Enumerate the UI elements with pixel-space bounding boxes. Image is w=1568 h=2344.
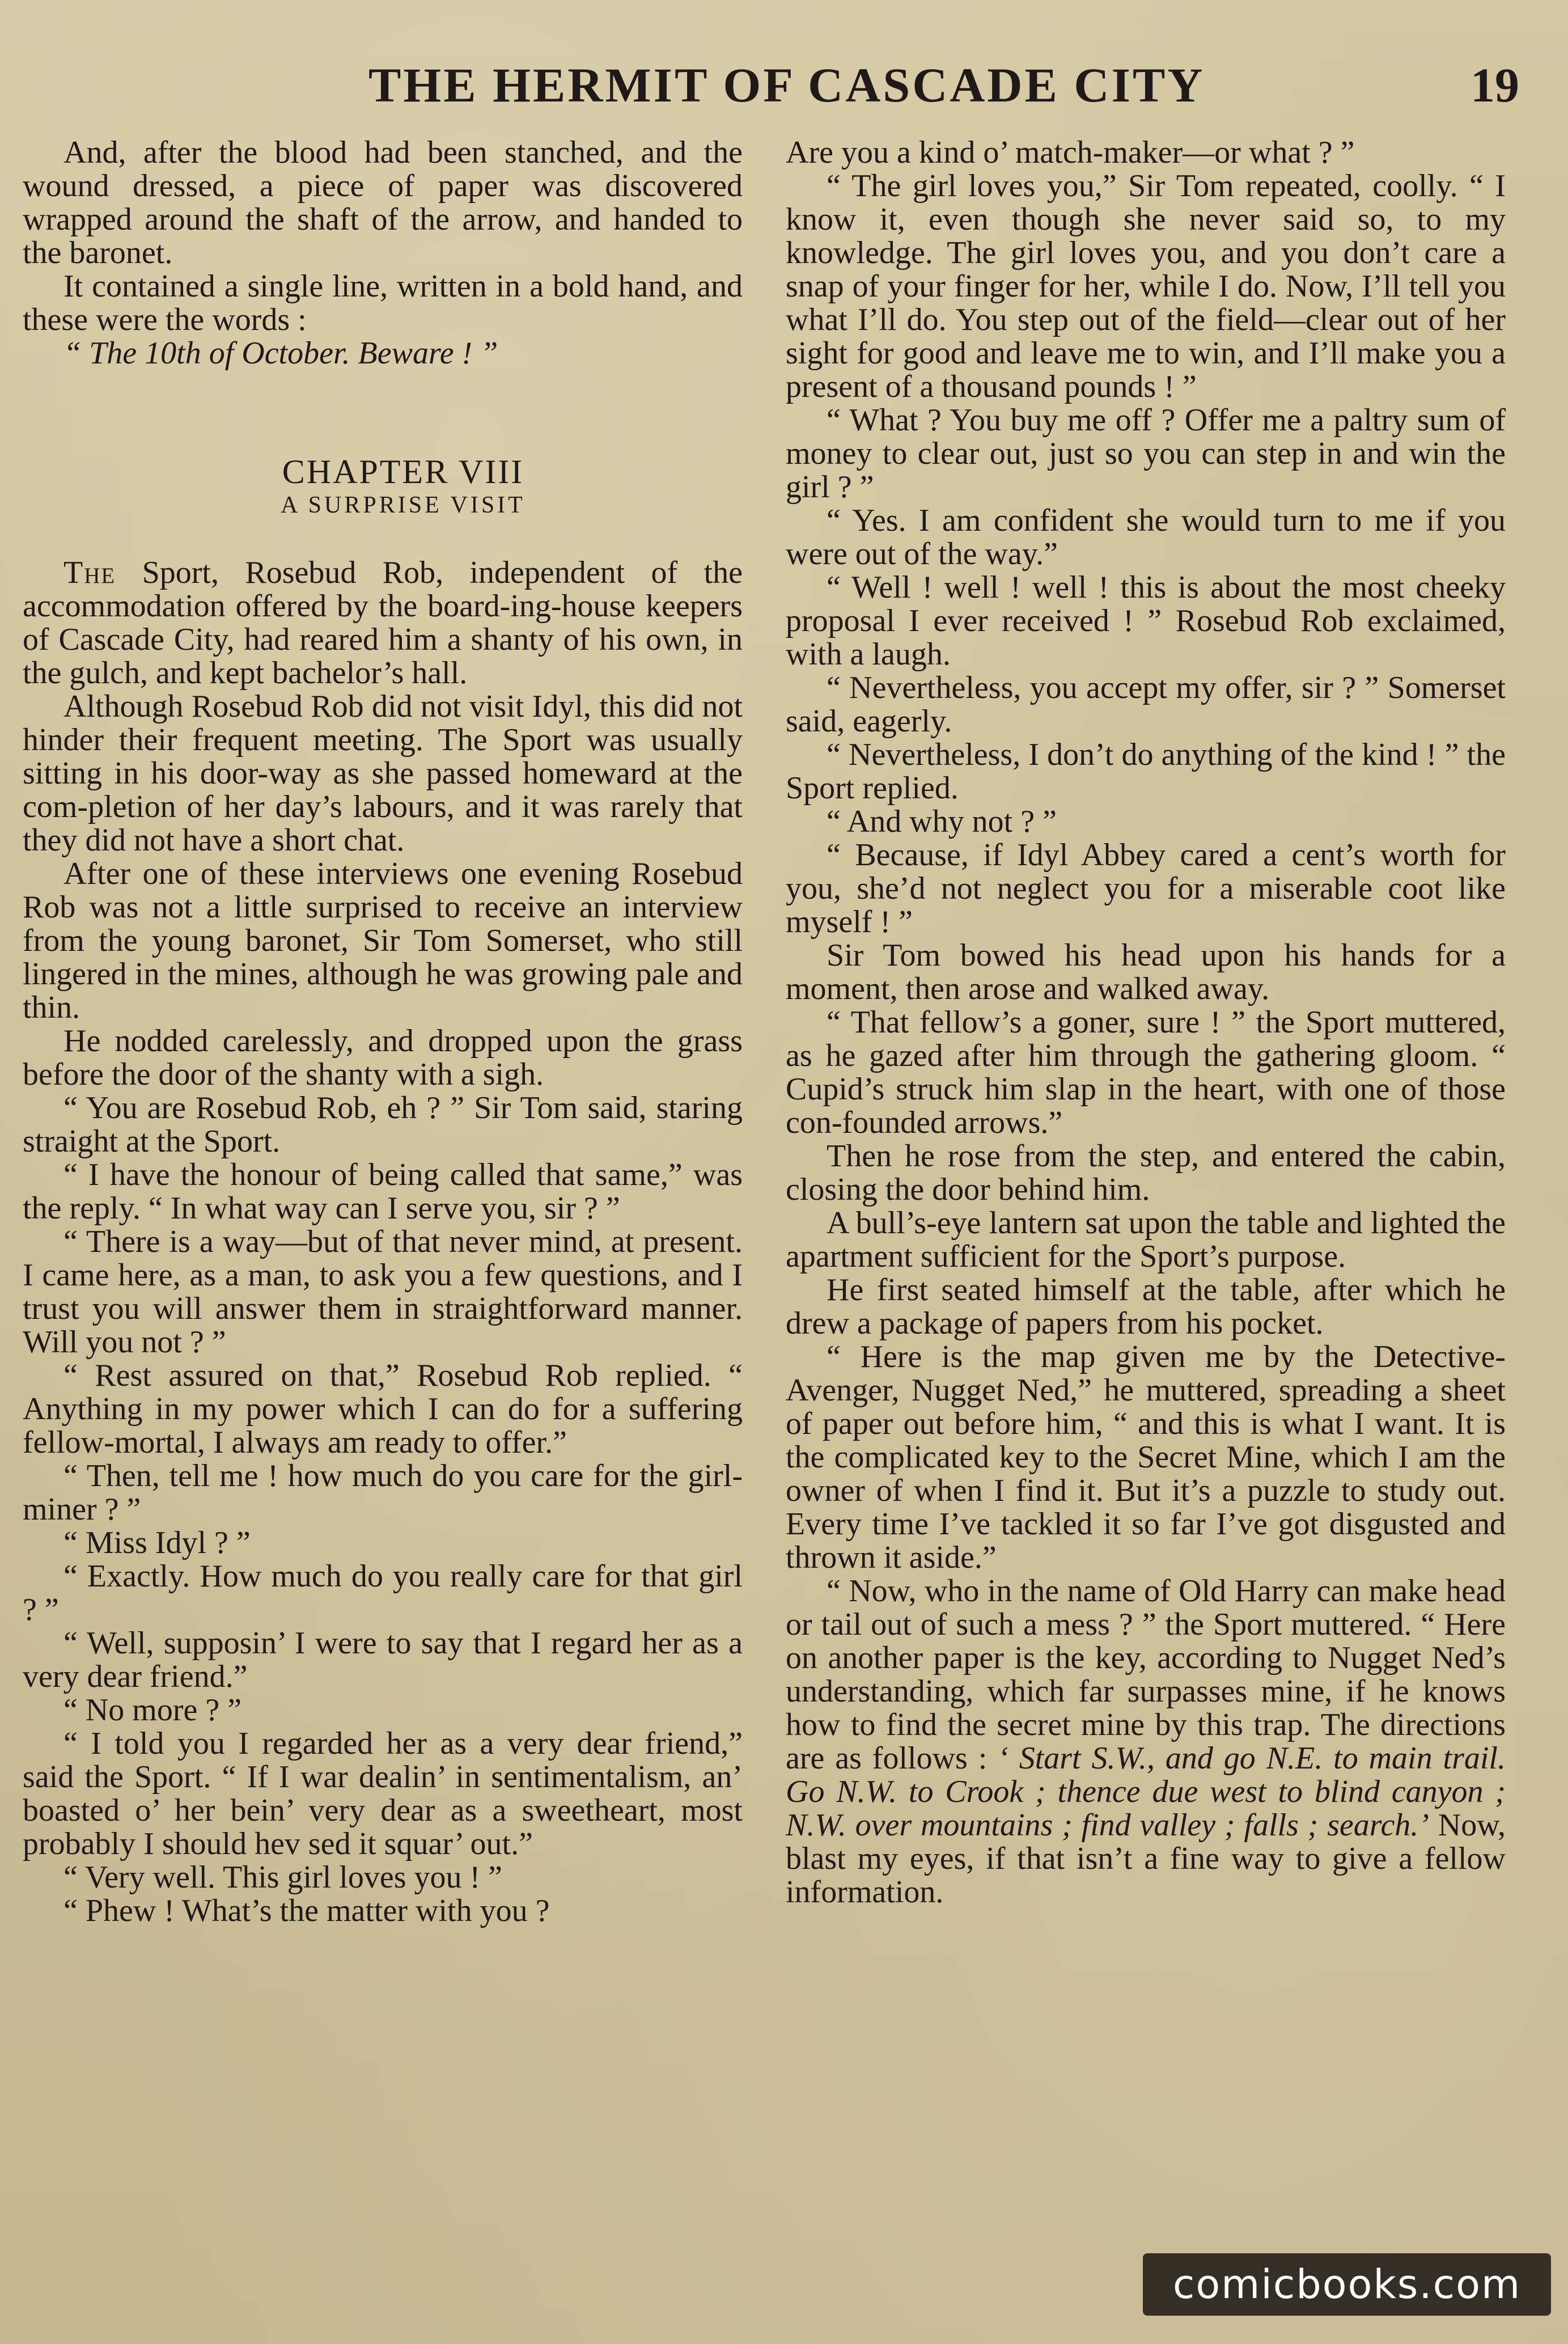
paragraph: He nodded carelessly, and dropped upon the grass before the door of the shanty with a sigh.: [23, 1023, 743, 1092]
paragraph: “ No more ? ”: [63, 1693, 242, 1728]
paragraph: “ Because, if Idyl Abbey cared a cent’s worth for you, she’d not neglect you for a miserable coot like myself ! ”: [786, 837, 1506, 940]
final-paragraph: [786, 1575, 1506, 1909]
paragraph: “ Nevertheless, I don’t do anything of the kind ! ” the Sport replied.: [786, 737, 1506, 806]
paragraph: Although Rosebud Rob did not visit Idyl, this did not hinder their frequent meeting. The Sport was usually sitting in his door-way as she passed homeward at the com-pletion of her day’s labours, and it was rarely that they did not have a short chat.: [23, 689, 743, 858]
paragraph: “ Nevertheless, you accept my offer, sir ? ” Somerset said, eagerly.: [786, 670, 1506, 739]
paragraph: And, after the blood had been stanched, and the wound dressed, a piece of paper was discovered wrapped around the shaft of the arrow, and handed to the baronet.: [23, 135, 743, 270]
paragraph: “ Phew ! What’s the matter with you ?: [63, 1893, 550, 1928]
paragraph: “ That fellow’s a goner, sure ! ” the Sport muttered, as he gazed after him through the gathering gloom. “ Cupid’s struck him slap in the heart, with one of those con-founded arrows.”: [786, 1005, 1506, 1140]
paragraph: “ The girl loves you,” Sir Tom repeated, coolly. “ I know it, even though she never said so, to my knowledge. The girl loves you, and you don’t care a snap of your finger for her, while I do. Now, I’ll tell you what I’ll do. You step out of the field—clear out of her sight for good and leave me to win, and I’ll make you a present of a thousand pounds ! ”: [786, 168, 1506, 404]
watermark-text: comicbooks.com: [1172, 2261, 1522, 2308]
final-paragraph-end: Now, blast my eyes, if that isn’t a fine way to give a fellow information.: [786, 1808, 1506, 1910]
right-column: [786, 136, 1506, 1909]
final-paragraph-start: “ Now, who in the name of Old Harry can make head or tail out of such a mess ? ” the Sport muttered. “ Here on another paper is the key, according to Nugget Ned’s understanding, which far surpasses mine, if he knows how to find the secret mine by this trap. The directions are as follows :: [786, 1573, 1506, 1776]
paragraph: “ Exactly. How much do you really care for that girl ? ”: [23, 1559, 743, 1627]
site-watermark: [1143, 2253, 1551, 2316]
paragraph: “ Miss Idyl ? ”: [63, 1525, 251, 1560]
paragraph: “ I told you I regarded her as a very dear friend,” said the Sport. “ If I war dealin’ in sentimentalism, an’ boasted o’ her bein’ very dear as a sweetheart, most probably I should hev sed it squar’ out.”: [23, 1726, 743, 1861]
paragraph: Sir Tom bowed his head upon his hands for a moment, then arose and walked away.: [786, 938, 1506, 1006]
paragraph: “ I have the honour of being called that same,” was the reply. “ In what way can I serve you, sir ? ”: [23, 1157, 743, 1226]
paragraph: “ You are Rosebud Rob, eh ? ” Sir Tom said, staring straight at the Sport.: [23, 1090, 743, 1159]
paragraph: It contained a single line, written in a bold hand, and these were the words :: [23, 269, 743, 337]
paragraph: “ Very well. This girl loves you ! ”: [63, 1860, 503, 1895]
page-number: 19: [1470, 58, 1519, 112]
warning-note: “ The 10th of October. Beware ! ”: [63, 336, 498, 371]
opening-paragraph: [23, 556, 743, 690]
page-header: [68, 57, 1519, 119]
paragraph: After one of these interviews one evening Rosebud Rob was not a little surprised to receive an interview from the young baronet, Sir Tom Somerset, who still lingered in the mines, although he was growing pale and thin.: [23, 856, 743, 1025]
chapter-subtitle: A SURPRISE VISIT: [281, 492, 526, 518]
paragraph: A bull’s-eye lantern sat upon the table and lighted the apartment sufficient for the Sport’s purpose.: [786, 1205, 1506, 1274]
paragraph: “ What ? You buy me off ? Offer me a paltry sum of money to clear out, just so you can step in and win the girl ? ”: [786, 403, 1506, 505]
trail-directions: ‘ Start S.W., and go N.E. to main trail. Go N.W. to Crook ; thence due west to blind canyon ; N.W. over mountains ; find valley ; falls ; search.’: [786, 1741, 1506, 1843]
paragraph: “ Yes. I am confident she would turn to me if you were out of the way.”: [786, 503, 1506, 572]
paragraph: “ And why not ? ”: [827, 804, 1057, 839]
paragraph-continuation: Are you a kind o’ match-maker—or what ? ”: [786, 135, 1355, 170]
paragraph: “ Well, supposin’ I were to say that I regard her as a very dear friend.”: [23, 1626, 743, 1694]
paragraph: “ Here is the map given me by the Detective-Avenger, Nugget Ned,” he muttered, spreading a sheet of paper out before him, “ and this is what I want. It is the complicated key to the Secret Mine, which I am the owner of when I find it. But it’s a puzzle to study out. Every time I’ve tackled it so far I’ve got disgusted and thrown it aside.”: [786, 1339, 1506, 1575]
chapter-heading: [23, 455, 743, 522]
paragraph: “ Rest assured on that,” Rosebud Rob replied. “ Anything in my power which I can do for a suffering fellow-mortal, I always am ready to offer.”: [23, 1358, 743, 1460]
paragraph: Then he rose from the step, and entered the cabin, closing the door behind him.: [786, 1139, 1506, 1207]
chapter-title: CHAPTER VIII: [282, 453, 524, 490]
paragraph: “ There is a way—but of that never mind, at present. I came here, as a man, to ask you a few questions, and I trust you will answer them in straightforward manner. Will you not ? ”: [23, 1224, 743, 1360]
left-column: [23, 136, 743, 1928]
paragraph: He first seated himself at the table, after which he drew a package of papers from his pocket.: [786, 1272, 1506, 1341]
paragraph: “ Then, tell me ! how much do you care for the girl-miner ? ”: [23, 1458, 743, 1527]
running-title: THE HERMIT OF CASCADE CITY: [368, 58, 1205, 112]
paragraph: “ Well ! well ! well ! this is about the most cheeky proposal I ever received ! ” Rosebud Rob exclaimed, with a laugh.: [786, 570, 1506, 672]
opening-paragraph-text: Sport, Rosebud Rob, independent of the accommodation offered by the board-ing-house keepers of Cascade City, had reared him a shanty of his own, in the gulch, and kept bachelor’s hall.: [23, 555, 743, 691]
opening-word: The: [63, 555, 116, 590]
